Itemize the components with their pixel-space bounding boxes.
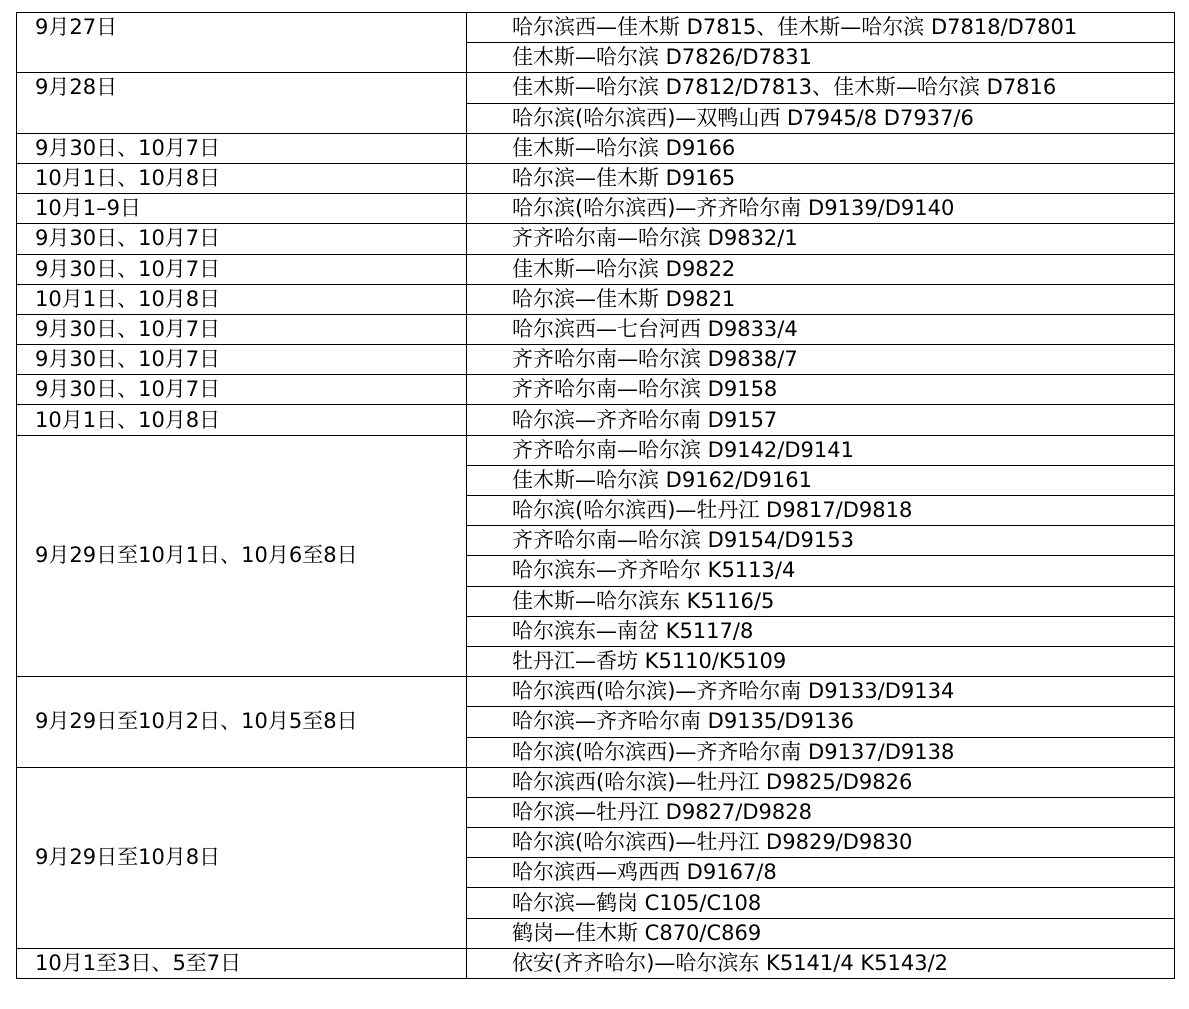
date-cell: 9月28日 [17, 73, 467, 133]
train-cell: 哈尔滨西(哈尔滨)—齐齐哈尔南 D9133/D9134 [467, 677, 1175, 707]
table-row [17, 405, 1175, 435]
train-cell: 哈尔滨西—鸡西西 D9167/8 [467, 858, 1175, 888]
train-cell: 佳木斯—哈尔滨东 K5116/5 [467, 586, 1175, 616]
date-cell: 9月29日至10月8日 [17, 767, 467, 948]
table-row [17, 194, 1175, 224]
train-cell: 鹤岗—佳木斯 C870/C869 [467, 918, 1175, 948]
table-row [17, 133, 1175, 163]
train-cell: 齐齐哈尔南—哈尔滨 D9158 [467, 375, 1175, 405]
date-cell: 9月30日、10月7日 [17, 345, 467, 375]
train-cell: 齐齐哈尔南—哈尔滨 D9142/D9141 [467, 435, 1175, 465]
train-cell: 佳木斯—哈尔滨 D9162/D9161 [467, 465, 1175, 495]
date-cell: 10月1日、10月8日 [17, 405, 467, 435]
train-cell: 佳木斯—哈尔滨 D9166 [467, 133, 1175, 163]
train-cell: 牡丹江—香坊 K5110/K5109 [467, 646, 1175, 676]
table-row [17, 345, 1175, 375]
train-cell: 齐齐哈尔南—哈尔滨 D9832/1 [467, 224, 1175, 254]
date-cell: 9月30日、10月7日 [17, 254, 467, 284]
train-cell: 哈尔滨(哈尔滨西)—齐齐哈尔南 D9137/D9138 [467, 737, 1175, 767]
date-cell: 9月27日 [17, 13, 467, 73]
table-row [17, 314, 1175, 344]
train-cell: 佳木斯—哈尔滨 D7826/D7831 [467, 43, 1175, 73]
train-cell: 哈尔滨西(哈尔滨)—牡丹江 D9825/D9826 [467, 767, 1175, 797]
train-cell: 哈尔滨东—南岔 K5117/8 [467, 616, 1175, 646]
schedule-body [17, 13, 1175, 979]
train-cell: 依安(齐齐哈尔)—哈尔滨东 K5141/4 K5143/2 [467, 948, 1175, 978]
table-row [17, 948, 1175, 978]
table-row [17, 435, 1175, 465]
table-row [17, 284, 1175, 314]
train-cell: 佳木斯—哈尔滨 D7812/D7813、佳木斯—哈尔滨 D7816 [467, 73, 1175, 103]
date-cell: 9月29日至10月2日、10月5至8日 [17, 677, 467, 768]
train-cell: 哈尔滨—佳木斯 D9165 [467, 163, 1175, 193]
train-cell: 哈尔滨—佳木斯 D9821 [467, 284, 1175, 314]
date-cell: 9月30日、10月7日 [17, 314, 467, 344]
table-row [17, 73, 1175, 103]
train-cell: 哈尔滨—齐齐哈尔南 D9135/D9136 [467, 707, 1175, 737]
table-row [17, 375, 1175, 405]
date-cell: 9月30日、10月7日 [17, 224, 467, 254]
date-cell: 10月1日、10月8日 [17, 284, 467, 314]
date-cell: 9月30日、10月7日 [17, 375, 467, 405]
train-cell: 齐齐哈尔南—哈尔滨 D9838/7 [467, 345, 1175, 375]
table-row [17, 13, 1175, 43]
train-cell: 哈尔滨—鹤岗 C105/C108 [467, 888, 1175, 918]
table-row [17, 767, 1175, 797]
date-cell: 10月1日、10月8日 [17, 163, 467, 193]
train-cell: 哈尔滨(哈尔滨西)—齐齐哈尔南 D9139/D9140 [467, 194, 1175, 224]
table-row [17, 163, 1175, 193]
train-cell: 哈尔滨东—齐齐哈尔 K5113/4 [467, 556, 1175, 586]
table-row [17, 677, 1175, 707]
train-cell: 佳木斯—哈尔滨 D9822 [467, 254, 1175, 284]
date-cell: 9月30日、10月7日 [17, 133, 467, 163]
train-cell: 哈尔滨(哈尔滨西)—牡丹江 D9817/D9818 [467, 496, 1175, 526]
train-cell: 哈尔滨西—佳木斯 D7815、佳木斯—哈尔滨 D7818/D7801 [467, 13, 1175, 43]
table-row [17, 254, 1175, 284]
train-cell: 哈尔滨(哈尔滨西)—双鸭山西 D7945/8 D7937/6 [467, 103, 1175, 133]
train-cell: 哈尔滨—牡丹江 D9827/D9828 [467, 797, 1175, 827]
date-cell: 10月1至3日、5至7日 [17, 948, 467, 978]
train-cell: 哈尔滨—齐齐哈尔南 D9157 [467, 405, 1175, 435]
train-schedule-table [16, 12, 1175, 979]
train-cell: 哈尔滨(哈尔滨西)—牡丹江 D9829/D9830 [467, 828, 1175, 858]
train-cell: 齐齐哈尔南—哈尔滨 D9154/D9153 [467, 526, 1175, 556]
train-cell: 哈尔滨西—七台河西 D9833/4 [467, 314, 1175, 344]
date-cell: 10月1–9日 [17, 194, 467, 224]
table-row [17, 224, 1175, 254]
date-cell: 9月29日至10月1日、10月6至8日 [17, 435, 467, 677]
